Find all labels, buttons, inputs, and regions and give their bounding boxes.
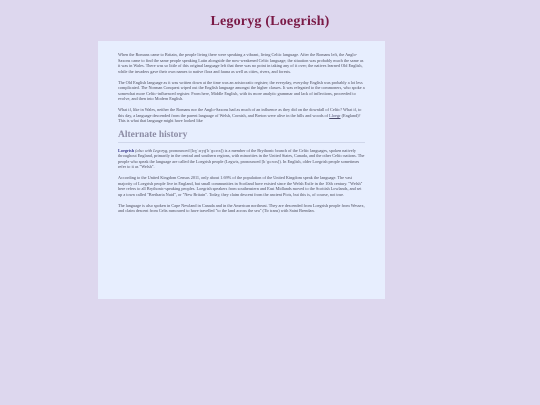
intro-paragraph-2: The Old English language as it was written down at the time was an aristocratic register; the everyday, everyday English was probably a lot less complicated. The Norman Conquest wiped out the English language amongst the higher classes. It was relegated to the commoners, who spoke a somewhat more Celtic-influenced register. From here, Middle English, with its more analytic grammar and lack of inflections, proceeded to evolve, and then into Modern English. [118, 79, 365, 102]
alternate-p1-rest: pronounced [lɛɣˈɔryɡ̊ lɪˈɡɔːrɪx]) is a member of the Brythonic branch of the Celtic languages, spoken natively throughout England, primarily in the central and southern regions, with minorities in the United States, Canada, and the other Celtic nations. The people who speak the language are called the Loegrish people (Legwis, pronounced [lɪˈɡɔːwɪs]). In English, older Loegrish people sometimes refer to it as "Welsh". [118, 147, 365, 170]
alternate-paragraph-1 [118, 148, 365, 170]
alternate-paragraph-3: The language is also spoken in Cape Newland in Canada and in the American northeast. They are descended from Loegrish people from Wessex, and claim descent from Celts rumoured to have travelled "to the land across the sea" (Tir trans) with Saint Brendan. [118, 202, 365, 214]
intro-p3-text-before: What if, like in Wales, neither the Romans nor the Anglo-Saxons had as much of an influence as they did on the downfall of Celtic? What if, to this day, a language descended from the parent language of Welsh, Cornish, and Breton were alive in the hills and woods of [118, 107, 362, 118]
intro-p3-text-after: (England)? This is what that language might have looked like [118, 112, 361, 124]
loegrish-term: Loegrish [118, 147, 135, 153]
intro-paragraph-3 [118, 107, 365, 124]
lloegr-link[interactable]: Lloegr [329, 112, 341, 118]
page-title: Legoryg (Loegrish) [210, 14, 330, 29]
loegrish-gloss: (also with Legoryg, [134, 147, 169, 153]
intro-paragraph-1: When the Romans came to Britain, the people living there were speaking a vibrant, living Celtic language. After the Romans left, the Anglo-Saxons came to find the same people speaking Latin alongside the now-weakened Celtic language; the situation was probably much the same as it was in Wales. There was so little of this original language left that there was no point in taking any of it over; the natives learned Old English, while the invaders gave their own names to native flora and fauna as well as cities, rivers, and forests. [118, 52, 364, 74]
content-card [98, 41, 385, 299]
alternate-paragraph-2: According to the United Kingdom Census 2011, only about 1.69% of the population of the United Kingdom speak the language. The vast majority of Loegrish people live in England, but small communities in Scotland have existed since the Welsh Exile in the 10th century. "Welsh" here refers to all Brythonic-speaking peoples. Loegrish speakers from southeastern and East Midlands moved to the Scottish Lowlands, and set up a town called "Bretharia Nuid", or "New Britain". Today, they claim descent from the ancient Picts, but this is, of course, not true. [118, 175, 363, 197]
alternate-history-heading: Alternate history [118, 130, 365, 143]
